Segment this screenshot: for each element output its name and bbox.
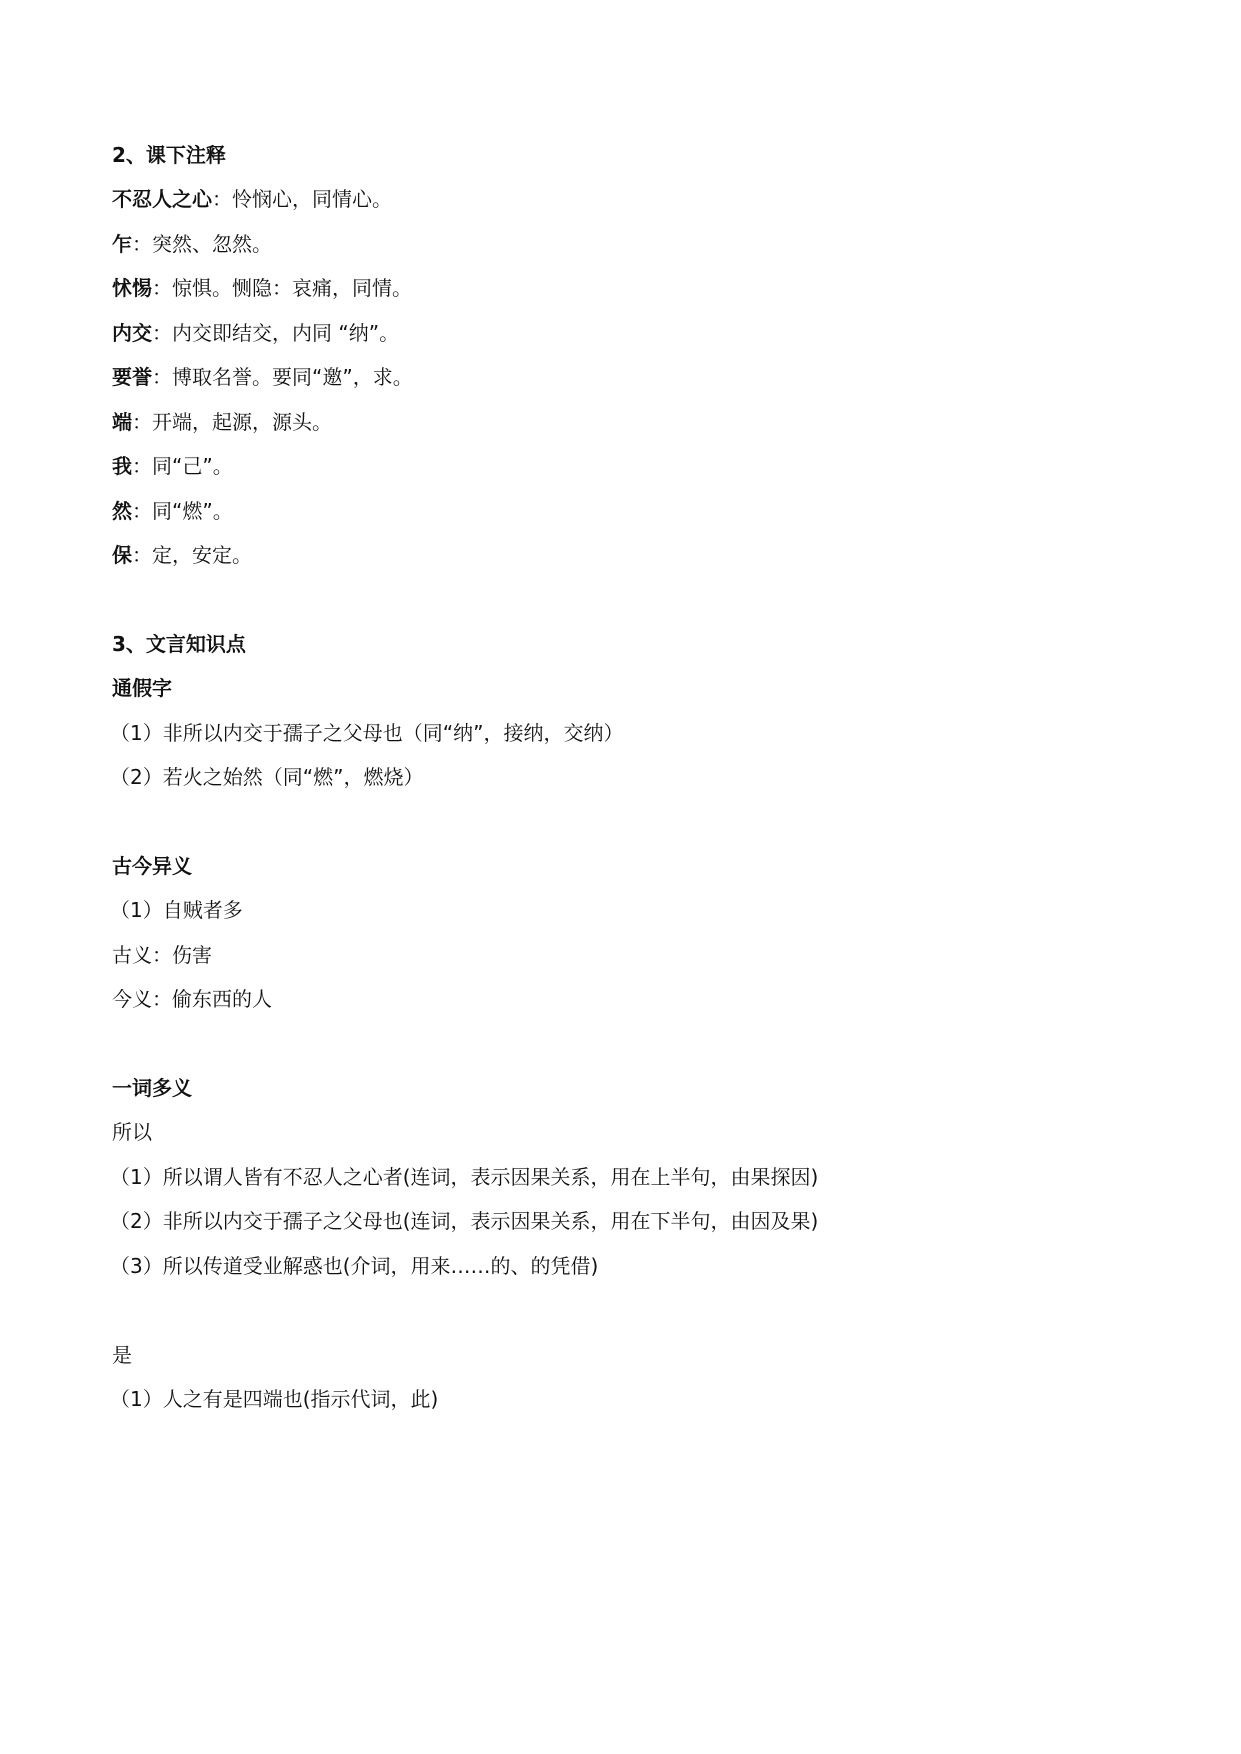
tongjiazi-item: （2）若火之始然（同“燃”，燃烧） (110, 765, 424, 789)
tongjiazi-item: （1）非所以内交于孺子之父母也（同“纳”，接纳，交纳） (110, 721, 624, 745)
note-separator: ： (132, 499, 152, 523)
note-line (112, 541, 252, 569)
section-3-heading: 3、文言知识点 (112, 632, 246, 656)
note-line (112, 452, 233, 480)
note-definition: 开端，起源，源头。 (152, 410, 332, 434)
yiciduoyi-word: 是 (112, 1343, 132, 1367)
note-term: 怵惕 (112, 276, 152, 300)
note-definition: 同“己”。 (152, 454, 233, 478)
note-line (112, 497, 233, 525)
section-2-heading: 2、课下注释 (112, 143, 226, 167)
note-line (112, 230, 272, 258)
gujinyiyi-modern-meaning: 今义：偷东西的人 (112, 987, 272, 1011)
note-separator: ： (152, 321, 172, 345)
note-definition: 惊惧。恻隐：哀痛，同情。 (172, 276, 412, 300)
note-term: 端 (112, 410, 132, 434)
note-term: 乍 (112, 232, 132, 256)
note-line (112, 185, 392, 213)
note-separator: ： (212, 187, 232, 211)
note-separator: ： (132, 454, 152, 478)
note-definition: 博取名誉。要同“邀”，求。 (172, 365, 413, 389)
yiciduoyi-item: （1）所以谓人皆有不忍人之心者(连词，表示因果关系，用在上半句，由果探因) (110, 1165, 819, 1189)
note-definition: 同“燃”。 (152, 499, 233, 523)
note-line (112, 274, 412, 302)
note-separator: ： (132, 232, 152, 256)
note-separator: ： (152, 276, 172, 300)
note-term: 保 (112, 543, 132, 567)
gujinyiyi-ancient-meaning: 古义：伤害 (112, 943, 212, 967)
note-line (112, 363, 413, 391)
tongjiazi-title: 通假字 (112, 676, 172, 700)
note-separator: ： (132, 543, 152, 567)
yiciduoyi-item: （3）所以传道受业解惑也(介词，用来……的、的凭借) (110, 1254, 599, 1278)
note-separator: ： (132, 410, 152, 434)
note-line (112, 408, 332, 436)
yiciduoyi-title: 一词多义 (112, 1076, 192, 1100)
gujinyiyi-item: （1）自贼者多 (110, 898, 243, 922)
note-definition: 定，安定。 (152, 543, 252, 567)
note-separator: ： (152, 365, 172, 389)
note-definition: 怜悯心，同情心。 (232, 187, 392, 211)
note-term: 我 (112, 454, 132, 478)
yiciduoyi-item: （1）人之有是四端也(指示代词，此) (110, 1387, 439, 1411)
note-term: 然 (112, 499, 132, 523)
note-term: 不忍人之心 (112, 187, 212, 211)
note-term: 要誉 (112, 365, 152, 389)
gujinyiyi-title: 古今异义 (112, 854, 192, 878)
note-definition: 突然、忽然。 (152, 232, 272, 256)
note-line (112, 319, 399, 347)
yiciduoyi-word: 所以 (112, 1120, 152, 1144)
note-term: 内交 (112, 321, 152, 345)
note-definition: 内交即结交，内同 “纳”。 (172, 321, 400, 345)
yiciduoyi-item: （2）非所以内交于孺子之父母也(连词，表示因果关系，用在下半句，由因及果) (110, 1209, 819, 1233)
